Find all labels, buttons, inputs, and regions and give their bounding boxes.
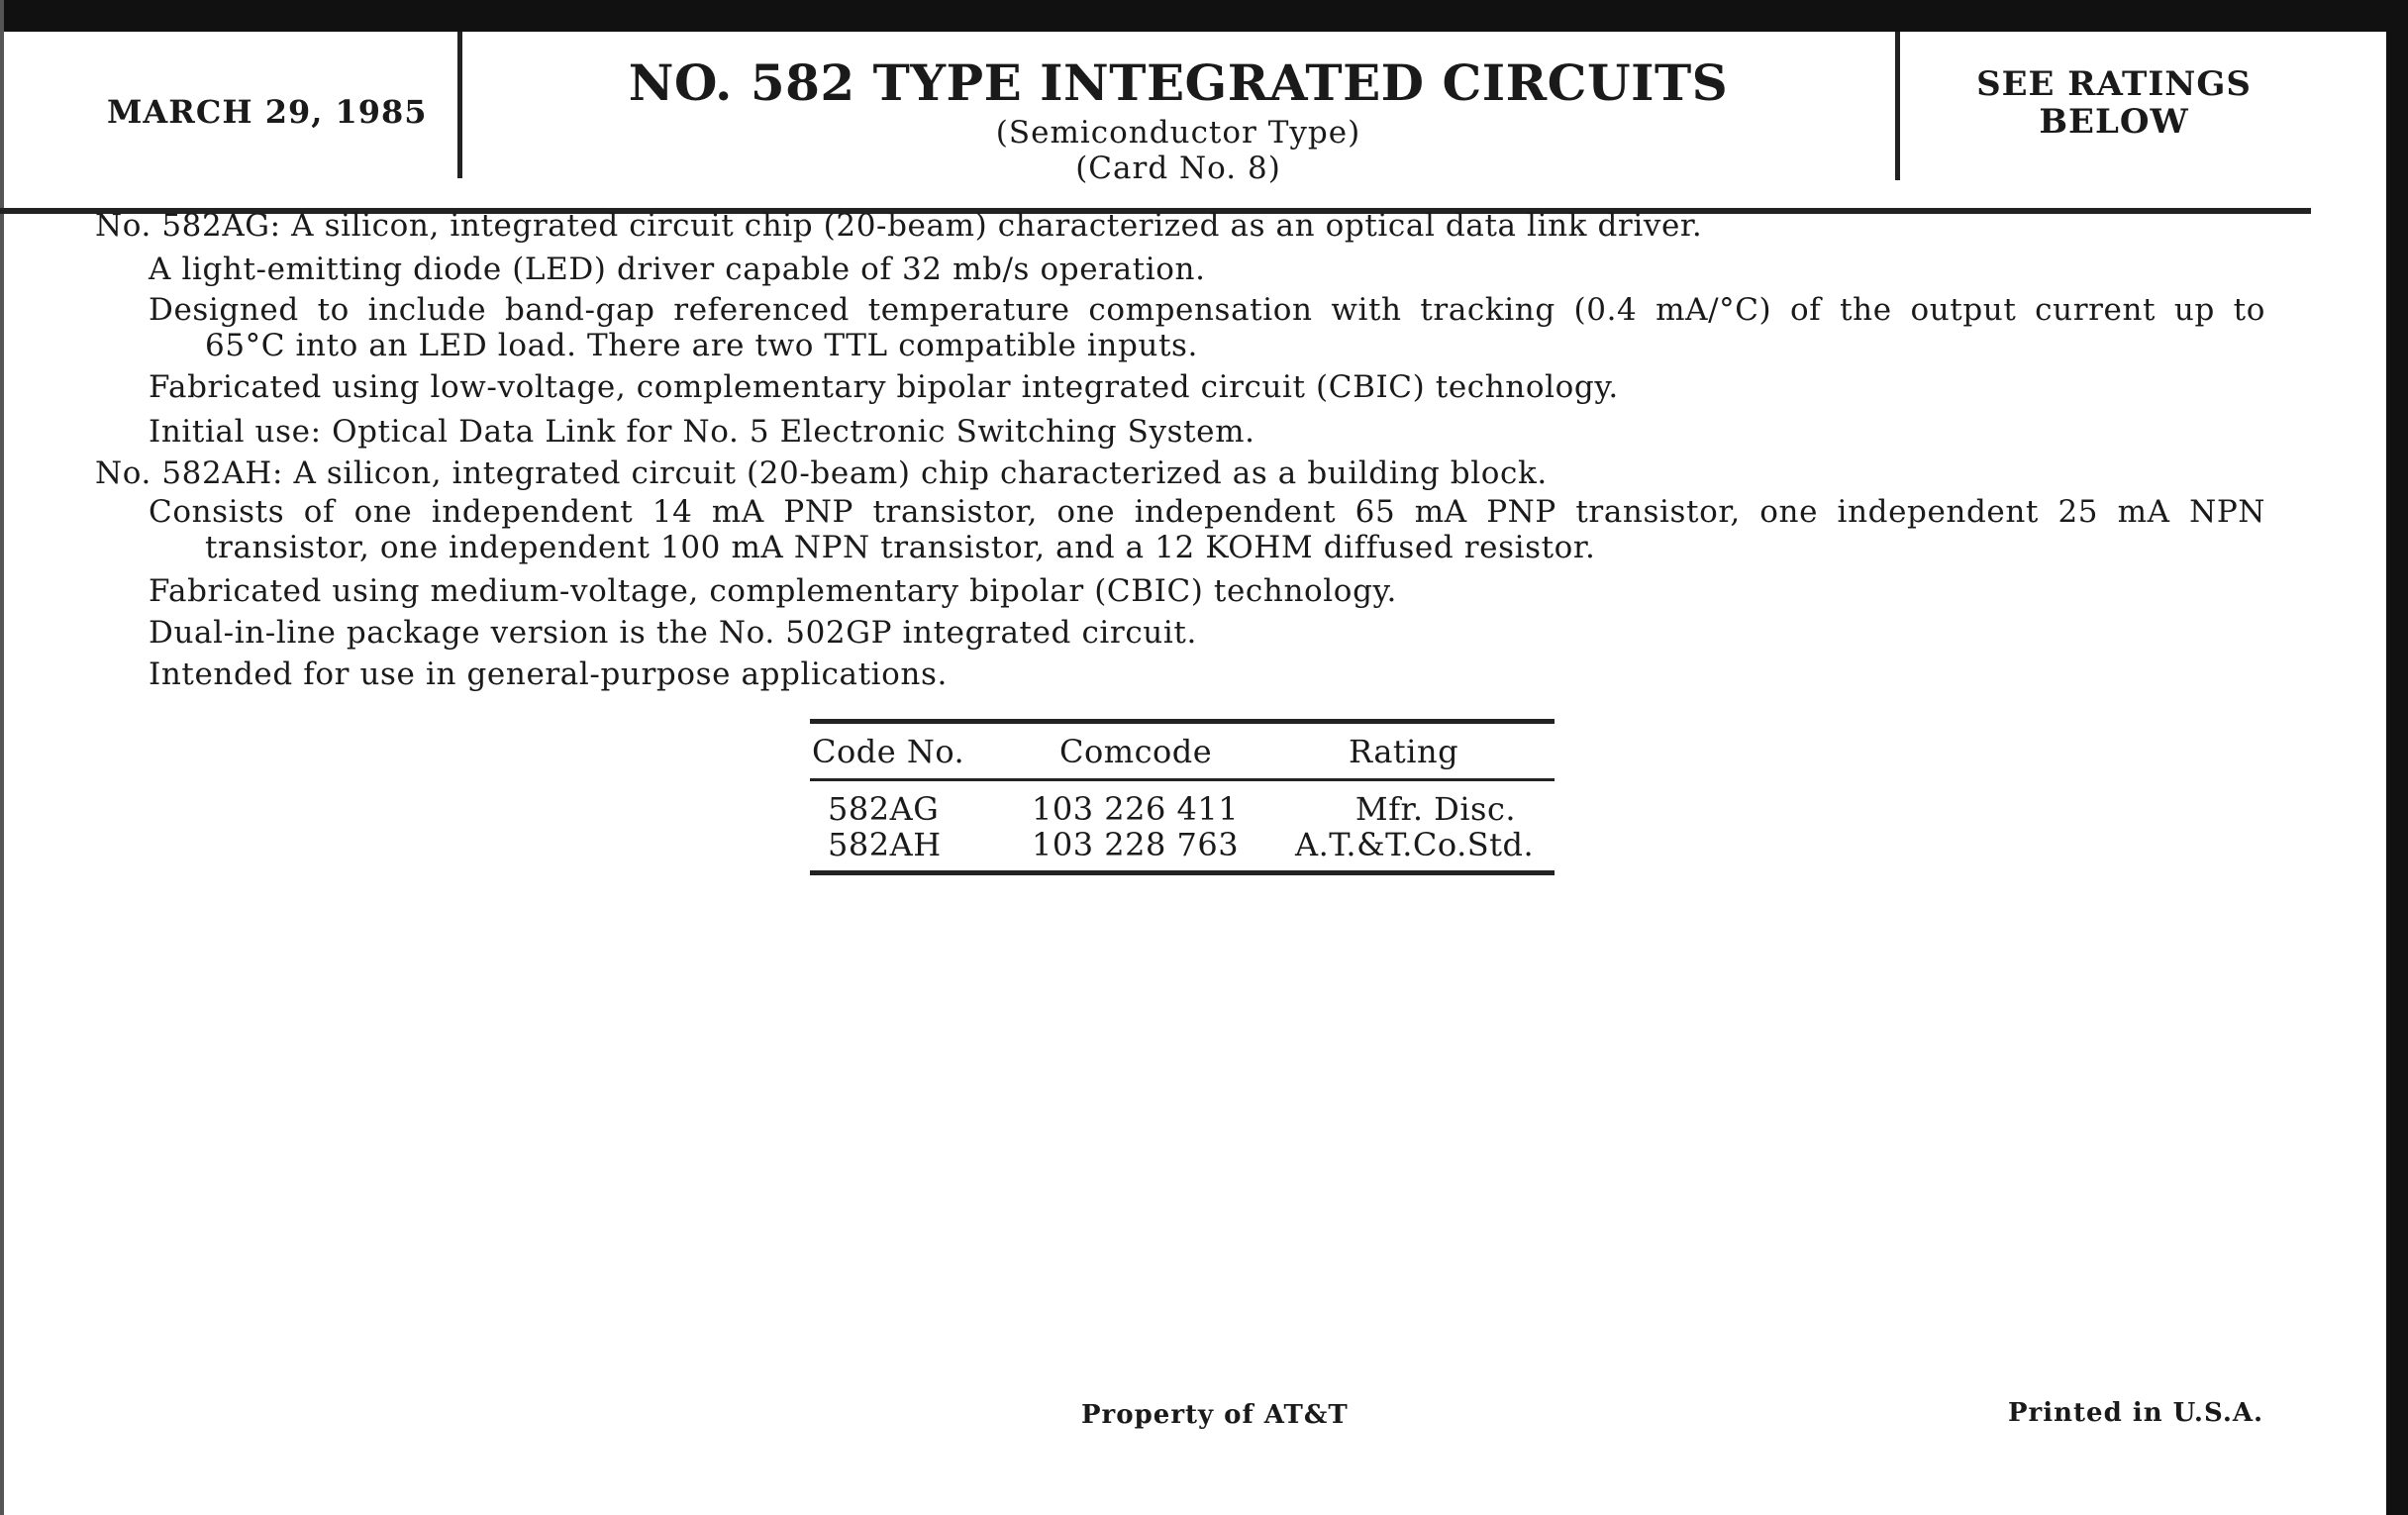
ag-designed-line2: 65°C into an LED load. There are two TTL compatible inputs. xyxy=(205,328,1198,363)
ag-intro: No. 582AG: A silicon, integrated circuit chip (20-beam) characterized as an optical data link driver. xyxy=(95,208,1703,244)
table-cell-code: 582AH xyxy=(828,826,942,863)
ah-consists-line1: Consists of one independent 14 mA PNP transistor, one independent 65 mA PNP transistor, one independent 25 mA NPN xyxy=(149,494,2265,530)
card-date: MARCH 29, 1985 xyxy=(107,93,428,131)
ah-dual-in-line: Dual-in-line package version is the No. 502GP integrated circuit. xyxy=(149,615,1197,651)
subtitle-card-number: (Card No. 8) xyxy=(1075,151,1281,186)
card-title: NO. 582 TYPE INTEGRATED CIRCUITS xyxy=(628,53,1729,112)
ratings-note-line2: BELOW xyxy=(2039,102,2189,142)
table-cell-rating: A.T.&T.Co.Std. xyxy=(1295,826,1535,863)
footer-property: Property of AT&T xyxy=(1081,1400,1349,1430)
table-cell-comcode: 103 226 411 xyxy=(1032,790,1240,828)
ag-driver: A light-emitting diode (LED) driver capable of 32 mb/s operation. xyxy=(149,252,1206,287)
footer-printed: Printed in U.S.A. xyxy=(2008,1398,2264,1428)
ah-intro: No. 582AH: A silicon, integrated circuit (20-beam) chip characterized as a building block. xyxy=(95,455,1548,491)
scan-right-border xyxy=(2386,0,2408,1515)
ag-fabricated: Fabricated using low-voltage, complementary bipolar integrated circuit (CBIC) technology. xyxy=(149,369,1619,405)
ratings-note xyxy=(1906,65,2322,141)
table-cell-comcode: 103 228 763 xyxy=(1032,826,1240,863)
ah-fabricated: Fabricated using medium-voltage, complementary bipolar (CBIC) technology. xyxy=(149,573,1397,609)
header-divider-left xyxy=(457,32,462,178)
table-header-comcode: Comcode xyxy=(1059,733,1213,770)
table-rule-bottom xyxy=(810,870,1555,875)
scan-left-edge xyxy=(0,0,4,1515)
table-rule-top xyxy=(810,719,1555,724)
card-header xyxy=(0,32,2386,185)
ah-intended-use: Intended for use in general-purpose applications. xyxy=(149,656,948,692)
ratings-note-line1: SEE RATINGS xyxy=(1976,64,2252,104)
table-cell-code: 582AG xyxy=(828,790,940,828)
subtitle-type: (Semiconductor Type) xyxy=(995,115,1361,151)
table-header-rating: Rating xyxy=(1349,733,1459,770)
table-cell-rating: Mfr. Disc. xyxy=(1354,790,1517,828)
table-header-code: Code No. xyxy=(812,733,965,770)
ag-designed-line1: Designed to include band-gap referenced temperature compensation with tracking (0.4 mA/°C) of the output current up to xyxy=(149,292,2265,328)
card-subtitle xyxy=(465,115,1891,186)
table-rule-header xyxy=(810,778,1555,781)
ah-consists-line2: transistor, one independent 100 mA NPN transistor, and a 12 KOHM diffused resistor. xyxy=(205,530,1596,565)
ag-initial-use: Initial use: Optical Data Link for No. 5 Electronic Switching System. xyxy=(149,414,1255,450)
header-divider-right xyxy=(1895,32,1900,180)
scan-top-border xyxy=(0,0,2408,32)
